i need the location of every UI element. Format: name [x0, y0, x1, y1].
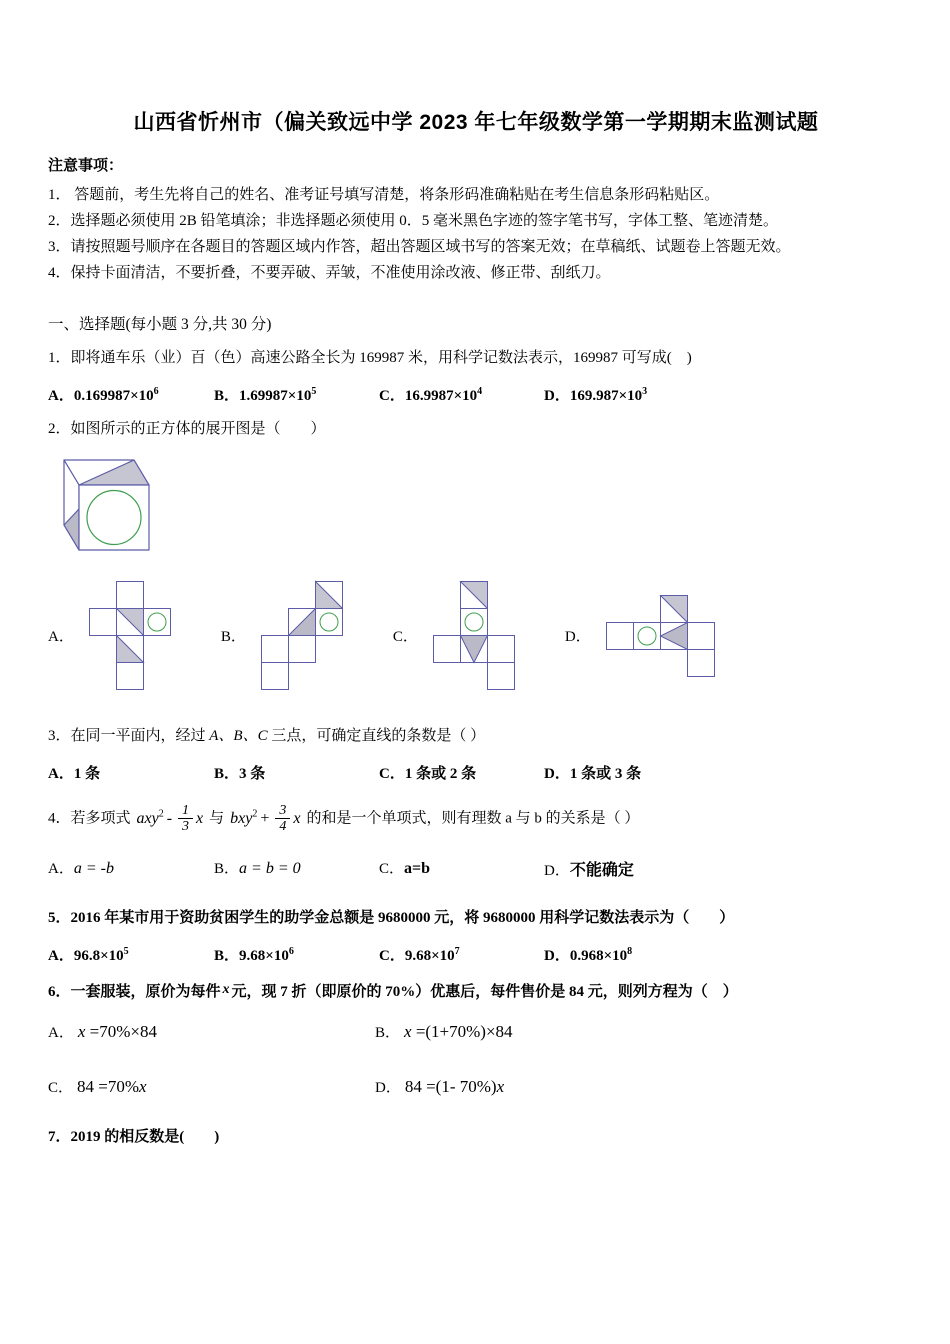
q4-option-b [214, 857, 379, 880]
option-value: a=b [404, 859, 431, 877]
notice-item-3: 3．请按照题号顺序在各题目的答题区域内作答，超出答题区域书写的答案无效；在草稿纸、试题卷上答题无效。 [48, 239, 791, 255]
option-value: 9.68×10 [404, 947, 455, 964]
q4-text-mid: 与 [209, 810, 225, 827]
option-label: A． [48, 766, 74, 782]
q4-expr2-fraction [275, 803, 290, 835]
option-label: B． [214, 947, 240, 964]
option-equation [77, 1077, 147, 1096]
equation-lhs: 84 [77, 1076, 95, 1096]
fraction-numerator: 1 [178, 803, 193, 819]
option-value: 3 条 [239, 766, 266, 782]
q4-text-pre: 4．若多项式 [48, 810, 131, 827]
question-2-net-options [48, 576, 904, 694]
q4-expr2-tail: x [293, 809, 301, 827]
equation-rhs: =70% [94, 1076, 140, 1096]
q4-option-a [48, 857, 214, 880]
page-title: 山西省忻州市（偏关致远中学 2023 年七年级数学第一学期期末监测试题 [133, 111, 819, 134]
q5-option-a [48, 944, 214, 965]
notice-item-1: 1． 答题前，考生先将自己的姓名、准考证号填写清楚，将条形码准确粘贴在考生信息条形码粘贴区。 [48, 187, 720, 203]
option-value: 不能确定 [569, 861, 634, 879]
option-label: D． [375, 1079, 401, 1096]
q3-points: A、B、C [209, 728, 268, 744]
q4-expression-2 [230, 803, 301, 835]
option-exponent: 3 [642, 386, 648, 397]
q4-expr1-tail: x [196, 809, 204, 827]
option-value: 1 条 [73, 766, 101, 782]
q5-option-d [544, 944, 904, 965]
question-2-stem: 2．如图所示的正方体的展开图是（ ） [48, 421, 326, 437]
question-1-stem: 1．即将通车乐（业）百（色）高速公路全长为 169987 米，用科学记数法表示，169987 可写成( ) [48, 350, 692, 366]
q6-text-pre: 6．一套服装，原价为每件 [48, 983, 221, 1000]
question-5-options [48, 944, 904, 965]
q1-option-d [544, 384, 904, 405]
option-label: D． [544, 862, 570, 879]
option-value: a = b = 0 [239, 859, 301, 877]
fraction-numerator: 3 [275, 803, 290, 819]
option-value: a = -b [73, 859, 114, 877]
option-value: 0.169987×10 [73, 388, 154, 404]
cube-3d-drawing [50, 452, 158, 554]
q4-text-post: 的和是一个单项式，则有理数 a 与 b 的关系是（ ） [306, 810, 640, 827]
q6-text-post: 元，现 7 折（即原价的 70%）优惠后，每件售价是 84 元，则列方程为（ ） [231, 983, 738, 1000]
option-exponent: 7 [454, 945, 460, 957]
net-option-b [221, 580, 343, 690]
question-7-stem: 7．2019 的相反数是( ) [48, 1128, 220, 1145]
question-6-stem [48, 979, 904, 1003]
equation-tail: x [139, 1076, 147, 1096]
option-value: 1 条或 3 条 [569, 766, 642, 782]
fraction-denominator: 3 [182, 819, 190, 835]
q4-expr2-operator: + [260, 809, 270, 827]
question-1-options [48, 384, 904, 405]
q6-option-d [375, 1076, 904, 1097]
q3-text-post: 三点，可确定直线的条数是（ ） [267, 728, 486, 744]
notice-item-4: 4．保持卡面清洁，不要折叠，不要弄破、弄皱，不准使用涂改液、修正带、刮纸刀。 [48, 265, 611, 281]
net-option-d [565, 594, 715, 677]
q4-expr2-lead: bxy [230, 809, 253, 827]
q4-expression-1 [136, 803, 204, 835]
net-c-figure [432, 580, 515, 690]
cube-front-face [79, 485, 149, 550]
option-label: C． [379, 388, 405, 404]
option-label: B． [375, 1024, 401, 1041]
net-b-label: B． [220, 628, 246, 645]
q4-expr1-lead: axy [136, 809, 159, 827]
net-d-label: D． [564, 628, 591, 645]
question-3-stem [48, 726, 904, 747]
option-label: B． [214, 860, 240, 877]
question-5-stem: 5．2016 年某市用于资助贫困学生的助学金总额是 9680000 元，将 9680000 用科学记数法表示为（ ） [48, 909, 735, 926]
option-label: B． [214, 766, 240, 782]
net-option-c [393, 580, 515, 690]
option-label: D． [544, 388, 570, 404]
option-exponent: 4 [477, 386, 483, 397]
option-exponent: 6 [288, 945, 294, 957]
equation-lhs: x [77, 1021, 86, 1041]
option-exponent: 8 [627, 945, 633, 957]
option-label: B． [214, 388, 240, 404]
q3-option-b [214, 762, 379, 783]
option-value: 1.69987×10 [239, 388, 312, 404]
q4-option-c [379, 857, 544, 880]
q4-option-d [544, 857, 904, 880]
question-4-options [48, 857, 904, 880]
q6-option-b [375, 1021, 904, 1042]
q5-option-b [214, 944, 379, 965]
fraction-denominator: 4 [279, 819, 287, 835]
equation-lhs: 84 [404, 1076, 422, 1096]
option-label: A． [48, 388, 74, 404]
q1-option-c [379, 384, 544, 405]
equation-lhs: x [404, 1021, 412, 1041]
section-1-heading: 一、选择题(每小题 3 分,共 30 分) [48, 316, 272, 333]
option-label: D． [544, 947, 570, 964]
question-6-options [48, 1021, 904, 1097]
question-3-options [48, 762, 904, 783]
q6-variable: x [222, 981, 230, 997]
option-exponent: 5 [123, 945, 129, 957]
net-option-a [48, 580, 171, 690]
option-label: A． [48, 860, 74, 877]
option-value: 9.68×10 [239, 947, 289, 964]
option-value: 96.8×10 [73, 947, 124, 964]
option-value: 0.968×10 [569, 947, 628, 964]
equation-rhs: =(1+70%)×84 [411, 1021, 513, 1041]
option-label: A． [48, 947, 74, 964]
q3-option-d [544, 762, 904, 783]
option-value: 1 条或 2 条 [404, 766, 477, 782]
net-d-figure [605, 594, 715, 677]
option-equation [78, 1022, 157, 1041]
equation-rhs: =70%×84 [85, 1021, 157, 1041]
q4-expr2-exponent: 2 [252, 808, 258, 820]
q5-option-c [379, 944, 544, 965]
q1-option-a [48, 384, 214, 405]
option-label: C． [379, 766, 405, 782]
cube-figure [50, 452, 904, 554]
option-exponent: 5 [311, 386, 317, 397]
option-label: A． [48, 1024, 74, 1041]
q4-expr1-operator: - [166, 809, 173, 827]
option-equation [404, 1022, 513, 1041]
net-a-label: A． [48, 628, 74, 645]
notice-item-2: 2．选择题必须使用 2B 铅笔填涂；非选择题必须使用 0．5 毫米黑色字迹的签字笔书写，字体工整、笔迹清楚。 [48, 213, 779, 229]
net-b-figure [260, 580, 343, 690]
q4-expr1-fraction [178, 803, 193, 835]
option-equation [405, 1077, 504, 1096]
equation-rhs: =(1- 70%) [421, 1076, 497, 1096]
q1-option-b [214, 384, 379, 405]
q6-option-c [48, 1076, 375, 1097]
option-label: C． [379, 860, 405, 877]
net-c-label: C． [392, 628, 418, 645]
net-a-figure [88, 580, 171, 690]
option-label: C． [379, 947, 405, 964]
notice-heading: 注意事项： [48, 157, 124, 174]
option-exponent: 6 [153, 386, 159, 397]
option-label: C． [48, 1079, 74, 1096]
q6-option-a [48, 1021, 375, 1042]
question-4-stem [48, 803, 904, 835]
q4-expr1-exponent: 2 [158, 808, 164, 820]
option-value: 169.987×10 [569, 388, 643, 404]
equation-tail: x [496, 1076, 505, 1096]
q3-option-c [379, 762, 544, 783]
option-label: D． [544, 766, 570, 782]
q3-text-pre: 3．在同一平面内，经过 [48, 728, 210, 744]
option-value: 16.9987×10 [404, 388, 478, 404]
q3-option-a [48, 762, 214, 783]
